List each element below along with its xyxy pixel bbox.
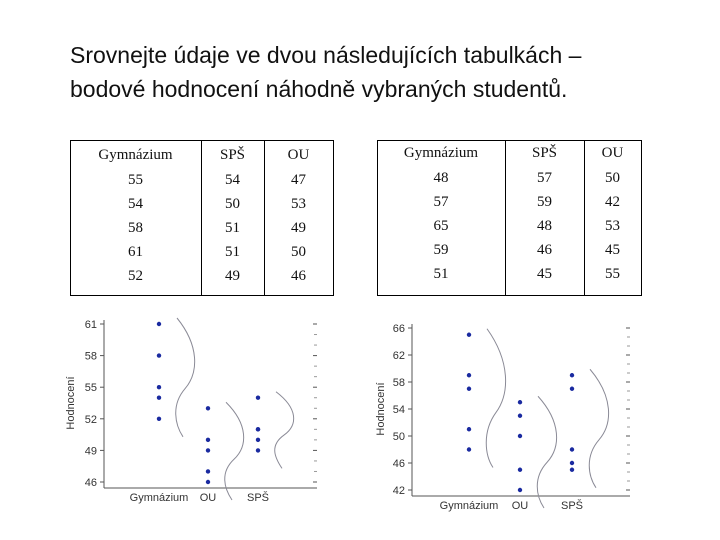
table-cell: 45 <box>605 241 620 258</box>
y-tick-label: 52 <box>84 413 97 426</box>
data-point <box>467 387 471 391</box>
table-row <box>70 192 333 216</box>
data-point <box>467 447 471 451</box>
table-cell: 55 <box>128 171 143 188</box>
table-row <box>70 216 333 240</box>
table1-header-sps: SPŠ <box>219 146 246 163</box>
chart-right <box>372 310 652 525</box>
table-cell: 52 <box>128 267 143 284</box>
y-tick-label: 50 <box>392 431 405 443</box>
table-cell: 53 <box>605 217 620 234</box>
table-cell: 50 <box>605 169 620 186</box>
table-cell: 46 <box>291 267 306 284</box>
data-point <box>157 322 161 326</box>
table-cell: 61 <box>128 243 143 260</box>
table-cell: 47 <box>291 171 306 188</box>
table-cell: 53 <box>291 195 306 212</box>
data-point <box>518 488 522 492</box>
table-cell: 58 <box>128 219 143 236</box>
data-point <box>518 414 522 418</box>
x-tick-label: Gymnázium <box>439 500 499 512</box>
table-cell: 57 <box>537 169 552 186</box>
density-curve <box>275 392 294 469</box>
data-point <box>467 427 471 431</box>
y-tick-label: 58 <box>84 350 97 363</box>
y-tick-label: 61 <box>84 319 97 331</box>
table1-header-row <box>70 142 333 168</box>
table-row <box>377 262 641 286</box>
y-tick-label: 55 <box>84 382 97 395</box>
data-point <box>570 387 574 391</box>
data-point <box>256 438 260 442</box>
table-cell: 59 <box>537 193 552 210</box>
data-point <box>157 417 161 421</box>
table-cell: 54 <box>128 195 143 212</box>
table-cell: 45 <box>537 265 552 282</box>
table2 <box>377 140 641 286</box>
y-tick-label: 58 <box>392 377 405 389</box>
density-curve <box>486 329 505 468</box>
data-point <box>518 434 522 438</box>
table-cell: 51 <box>225 219 240 236</box>
x-tick-label: SPŠ <box>246 492 270 504</box>
density-curve <box>176 318 195 437</box>
data-point <box>467 373 471 377</box>
data-point <box>256 427 260 431</box>
table-cell: 54 <box>225 171 240 188</box>
table1 <box>70 142 333 288</box>
table-row <box>70 168 333 192</box>
table-row <box>377 190 641 214</box>
table2-header-sps: SPŠ <box>531 144 558 161</box>
chart-left <box>62 310 322 525</box>
data-point <box>206 469 210 473</box>
table1-header-gymnazium: Gymnázium <box>98 146 173 163</box>
table-cell: 42 <box>605 193 620 210</box>
density-curve <box>589 369 608 488</box>
table-cell: 50 <box>291 243 306 260</box>
y-axis-label: Hodnocení <box>375 382 387 436</box>
data-point <box>206 438 210 442</box>
table-cell: 57 <box>433 193 449 210</box>
table-row <box>377 214 641 238</box>
x-tick-label: SPŠ <box>560 500 584 512</box>
table-cell: 51 <box>433 265 449 282</box>
table-cell: 59 <box>433 241 449 258</box>
data-point <box>206 406 210 410</box>
data-point <box>467 333 471 337</box>
data-point <box>518 468 522 472</box>
x-tick-label: OU <box>511 500 529 512</box>
data-point <box>256 448 260 452</box>
density-curve <box>225 402 244 500</box>
table-row <box>377 238 641 262</box>
table-cell: 48 <box>537 217 552 234</box>
y-tick-label: 46 <box>84 477 97 489</box>
table-row <box>70 240 333 264</box>
data-point <box>570 461 574 465</box>
data-point <box>256 396 260 400</box>
table-cell: 65 <box>433 217 449 234</box>
x-tick-label: OU <box>199 492 217 504</box>
data-point <box>570 468 574 472</box>
y-tick-label: 62 <box>392 350 405 362</box>
table-row <box>70 264 333 288</box>
y-tick-label: 49 <box>84 445 97 458</box>
y-tick-label: 54 <box>392 404 405 416</box>
table-cell: 49 <box>225 267 240 284</box>
y-tick-label: 46 <box>392 458 405 470</box>
table-cell: 51 <box>225 243 240 260</box>
slide-title <box>70 38 690 106</box>
table2-header-row <box>377 140 641 166</box>
table-cell: 50 <box>225 195 240 212</box>
data-point <box>206 448 210 452</box>
data-point <box>157 353 161 357</box>
table2-header-ou: OU <box>601 144 624 161</box>
table-row <box>377 166 641 190</box>
data-point <box>518 400 522 404</box>
table-cell: 48 <box>433 169 449 186</box>
title-line-2: bodové hodnocení náhodně vybraných studentů. <box>70 76 568 102</box>
y-tick-label: 42 <box>392 485 405 497</box>
table-cell: 55 <box>605 265 620 282</box>
y-tick-label: 66 <box>392 323 405 335</box>
table1-header-ou: OU <box>287 146 310 163</box>
table2-header-gymnazium: Gymnázium <box>403 144 479 161</box>
data-point <box>570 447 574 451</box>
data-point <box>206 480 210 484</box>
y-axis-label: Hodnocení <box>65 376 77 430</box>
data-point <box>157 396 161 400</box>
table-cell: 49 <box>291 219 306 236</box>
x-tick-label: Gymnázium <box>129 492 189 504</box>
data-point <box>570 373 574 377</box>
density-curve <box>537 396 556 508</box>
table-cell: 46 <box>537 241 552 258</box>
title-line-1: Srovnejte údaje ve dvou následujících tabulkách – <box>70 42 582 68</box>
data-point <box>157 385 161 389</box>
